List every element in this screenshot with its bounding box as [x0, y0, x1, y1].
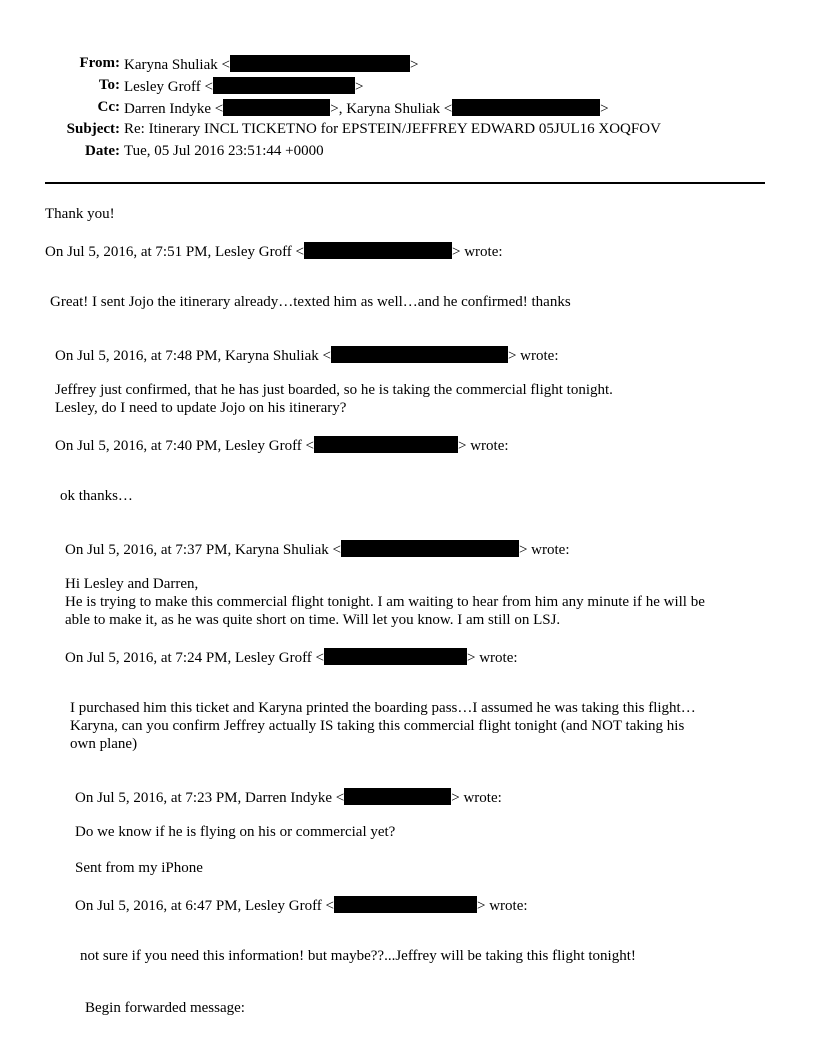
quote-header-5	[65, 648, 518, 667]
message-5-line-2: Karyna, can you confirm Jeffrey actually IS taking this commercial flight tonight (and NOT taking his	[70, 718, 685, 734]
to-label: To:	[98, 77, 120, 93]
forwarded-message-label: Begin forwarded message:	[85, 1000, 245, 1016]
to-name: Lesley Groff <	[124, 79, 213, 95]
quote-header-1	[45, 242, 503, 261]
to-value	[124, 77, 363, 96]
quote-attribution: On Jul 5, 2016, at 7:37 PM, Karyna Shuliak <	[65, 542, 341, 558]
message-4-line-2: He is trying to make this commercial flight tonight. I am waiting to hear from him any minute if he will be	[65, 594, 705, 610]
message-3: ok thanks…	[60, 488, 133, 504]
redaction-block	[452, 99, 600, 116]
date-label: Date:	[85, 143, 120, 159]
quote-attribution: On Jul 5, 2016, at 6:47 PM, Lesley Groff <	[75, 898, 334, 914]
message-6-signature: Sent from my iPhone	[75, 860, 203, 876]
message-4-line-3: able to make it, as he was quite short on time. Will let you know. I am still on LSJ.	[65, 612, 561, 628]
message-2-line-1: Jeffrey just confirmed, that he has just boarded, so he is taking the commercial flight tonight.	[55, 382, 613, 398]
quote-header-7	[75, 896, 528, 915]
message-7: not sure if you need this information! but maybe??...Jeffrey will be taking this flight tonight!	[80, 948, 636, 964]
close-bracket: >	[355, 79, 364, 95]
quote-wrote: > wrote:	[458, 438, 509, 454]
close-bracket: >	[409, 57, 419, 73]
cc-label: Cc:	[97, 99, 120, 115]
from-label: From:	[79, 55, 120, 71]
message-6: Do we know if he is flying on his or commercial yet?	[75, 824, 396, 840]
quote-header-4	[65, 540, 569, 559]
redaction-block	[344, 788, 451, 805]
message-5-line-1: I purchased him this ticket and Karyna printed the boarding pass…I assumed he was taking this flight…	[70, 700, 696, 716]
quote-wrote: > wrote:	[507, 348, 559, 364]
quote-header-6	[75, 788, 502, 807]
quote-attribution: On Jul 5, 2016, at 7:23 PM, Darren Indyke <	[75, 790, 345, 806]
redaction-block	[304, 242, 452, 259]
message-4-line-1: Hi Lesley and Darren,	[65, 576, 199, 592]
redaction-block	[230, 55, 410, 72]
quote-wrote: > wrote:	[451, 790, 502, 806]
from-name: Karyna Shuliak <	[124, 57, 230, 73]
redaction-block	[341, 540, 519, 557]
cc-name-2: >, Karyna Shuliak <	[330, 101, 453, 117]
quote-attribution: On Jul 5, 2016, at 7:51 PM, Lesley Groff <	[45, 244, 304, 260]
quote-header-3	[55, 436, 509, 455]
subject-value: Re: Itinerary INCL TICKETNO for EPSTEIN/JEFFREY EDWARD 05JUL16 XOQFOV	[124, 121, 661, 137]
close-bracket: >	[600, 101, 609, 117]
quote-wrote: > wrote:	[452, 244, 503, 260]
redaction-block	[223, 99, 330, 116]
redaction-block	[334, 896, 477, 913]
quote-wrote: > wrote:	[518, 542, 570, 558]
redaction-block	[331, 346, 508, 363]
redaction-block	[314, 436, 458, 453]
message-2-line-2: Lesley, do I need to update Jojo on his itinerary?	[55, 400, 347, 416]
date-value: Tue, 05 Jul 2016 23:51:44 +0000	[124, 143, 324, 159]
cc-value	[124, 99, 609, 118]
redaction-block	[324, 648, 467, 665]
thanks-line: Thank you!	[45, 206, 115, 222]
message-5-line-3: own plane)	[70, 736, 138, 752]
header-divider	[45, 182, 765, 184]
quote-wrote: > wrote:	[477, 898, 528, 914]
quote-attribution: On Jul 5, 2016, at 7:48 PM, Karyna Shuliak <	[55, 348, 331, 364]
quote-wrote: > wrote:	[467, 650, 518, 666]
subject-label: Subject:	[66, 121, 120, 137]
message-1: Great! I sent Jojo the itinerary already…texted him as well…and he confirmed! thanks	[50, 294, 571, 310]
cc-name-1: Darren Indyke <	[124, 101, 224, 117]
redaction-block	[213, 77, 355, 94]
quote-header-2	[55, 346, 558, 365]
quote-attribution: On Jul 5, 2016, at 7:24 PM, Lesley Groff <	[65, 650, 324, 666]
from-value	[124, 55, 418, 74]
quote-attribution: On Jul 5, 2016, at 7:40 PM, Lesley Groff <	[55, 438, 314, 454]
